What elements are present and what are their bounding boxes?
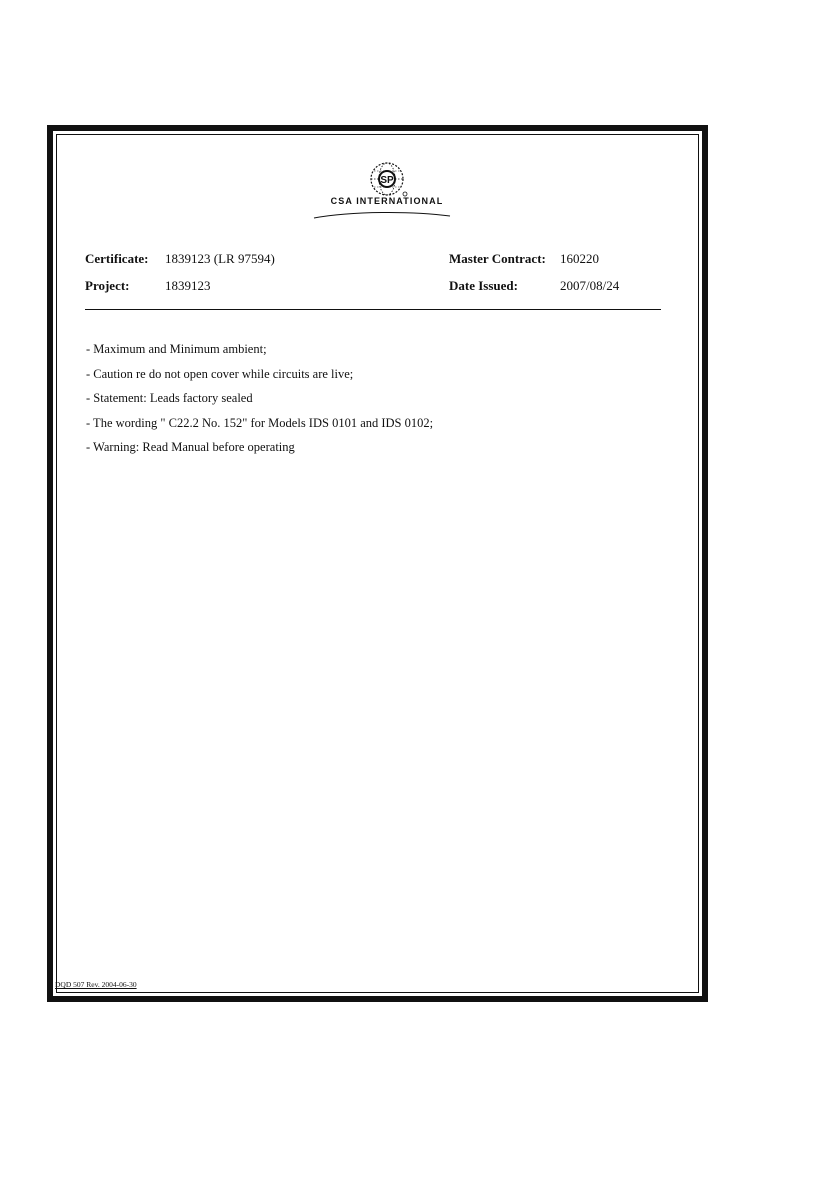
master-contract-value: 160220 — [560, 251, 599, 266]
certificate-value: 1839123 (LR 97594) — [165, 251, 275, 266]
marking-notes-list — [86, 341, 433, 464]
certificate-label: Certificate: — [85, 251, 149, 266]
header-divider — [85, 309, 661, 310]
list-item: - Caution re do not open cover while circuits are live; — [86, 366, 354, 381]
certificate-frame — [47, 125, 708, 1002]
master-contract-label: Master Contract: — [449, 251, 546, 266]
list-item: - Maximum and Minimum ambient; — [86, 342, 267, 356]
form-reference: DQD 507 Rev. 2004-06-30 — [55, 980, 137, 989]
project-value: 1839123 — [165, 278, 211, 293]
list-item: - The wording " C22.2 No. 152" for Models IDS 0101 and IDS 0102; — [86, 415, 434, 430]
project-label: Project: — [85, 278, 130, 293]
list-item: - Warning: Read Manual before operating — [86, 440, 295, 454]
csa-globe-icon — [327, 161, 447, 197]
date-issued-label: Date Issued: — [449, 278, 518, 293]
certificate-inner-border — [56, 134, 699, 993]
logo-swash-icon — [312, 209, 452, 221]
logo-caption: CSA INTERNATIONAL — [330, 196, 444, 206]
logo-mark-text: SP — [380, 175, 394, 186]
list-item: - Statement: Leads factory sealed — [86, 391, 253, 405]
date-issued-value: 2007/08/24 — [560, 278, 620, 293]
